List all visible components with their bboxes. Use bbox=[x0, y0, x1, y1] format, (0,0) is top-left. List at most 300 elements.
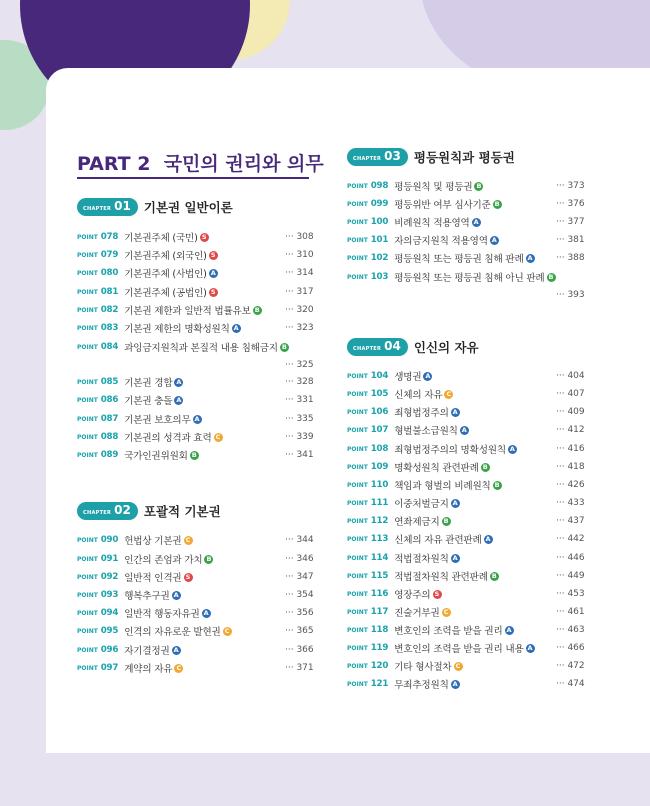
entry-page: ··· 328 bbox=[285, 377, 314, 387]
part-title bbox=[77, 149, 324, 176]
toc-entry[interactable] bbox=[77, 284, 218, 300]
point-number bbox=[347, 199, 388, 209]
point-word: POINT bbox=[347, 183, 368, 190]
point-word: POINT bbox=[77, 610, 98, 617]
point-word: POINT bbox=[77, 592, 98, 599]
chapter-title: 기본권 일반이론 bbox=[143, 200, 233, 215]
entry-page: ··· 461 bbox=[556, 607, 585, 617]
point-word: POINT bbox=[77, 434, 98, 441]
entry-page: ··· 344 bbox=[285, 535, 314, 545]
entry-title: 신체의 자유 관련판례 bbox=[394, 535, 482, 546]
point-number-value: 096 bbox=[100, 645, 119, 655]
point-number-value: 102 bbox=[370, 253, 389, 263]
grade-b-badge: B bbox=[493, 200, 502, 209]
grade-a-badge: A bbox=[203, 608, 209, 617]
toc-entry[interactable] bbox=[77, 587, 181, 603]
point-word: POINT bbox=[347, 237, 368, 244]
contents-heading: CONTENTS bbox=[78, 79, 191, 100]
grade-b-badge: B bbox=[493, 481, 502, 490]
point-word: POINT bbox=[77, 325, 98, 332]
point-word: POINT bbox=[77, 574, 98, 581]
point-number bbox=[77, 377, 118, 387]
entry-page: ··· 437 bbox=[556, 516, 585, 526]
point-number bbox=[347, 625, 388, 635]
point-number bbox=[77, 626, 118, 636]
grade-c-badge: C bbox=[214, 433, 223, 442]
point-number-value: 090 bbox=[100, 535, 119, 545]
point-number-value: 078 bbox=[100, 232, 119, 242]
grade-b-badge: B bbox=[190, 451, 199, 460]
entry-title: 형벌불소급원칙 bbox=[394, 426, 458, 437]
entry-title: 이중처벌금지 bbox=[394, 499, 449, 510]
toc-entry[interactable] bbox=[347, 459, 490, 475]
entry-title: 과잉금지원칙과 본질적 내용 침해금지 bbox=[124, 343, 278, 354]
point-word: POINT bbox=[347, 373, 368, 380]
grade-b-badge: B bbox=[442, 517, 451, 526]
point-number-value: 106 bbox=[370, 407, 389, 417]
point-word: POINT bbox=[347, 627, 368, 634]
point-number bbox=[77, 323, 118, 333]
entry-title: 인격의 자유로운 발현권 bbox=[124, 627, 221, 638]
point-number bbox=[347, 643, 388, 653]
point-number bbox=[347, 425, 388, 435]
grade-a-badge: A bbox=[176, 395, 182, 404]
toc-entry[interactable] bbox=[77, 623, 232, 639]
point-word: POINT bbox=[347, 591, 368, 598]
point-number-value: 085 bbox=[100, 377, 119, 387]
grade-a-badge: A bbox=[527, 643, 533, 652]
entry-title: 기본권주체 (외국인) bbox=[124, 251, 207, 262]
entry-title: 평등원칙 또는 평등권 침해 판례 bbox=[394, 254, 524, 265]
point-number bbox=[347, 389, 388, 399]
toc-entry[interactable] bbox=[347, 550, 460, 566]
point-number bbox=[347, 462, 388, 472]
point-number bbox=[347, 516, 388, 526]
entry-title: 변호인의 조력을 받을 권리 내용 bbox=[394, 644, 524, 655]
point-number-value: 104 bbox=[370, 371, 389, 381]
entry-page: ··· 463 bbox=[556, 625, 585, 635]
toc-entry[interactable] bbox=[347, 676, 460, 692]
entry-page: ··· 346 bbox=[285, 554, 314, 564]
toc-entry[interactable] bbox=[77, 374, 183, 390]
entry-page: ··· 373 bbox=[556, 181, 585, 191]
grade-c-badge: C bbox=[184, 536, 193, 545]
point-number bbox=[347, 217, 388, 227]
entry-title: 변호인의 조력을 받을 권리 bbox=[394, 626, 503, 637]
entry-page: ··· 407 bbox=[556, 389, 585, 399]
entry-title: 행복추구권 bbox=[124, 591, 170, 602]
point-word: POINT bbox=[77, 452, 98, 459]
entry-page: ··· 433 bbox=[556, 498, 585, 508]
point-number-value: 098 bbox=[370, 181, 389, 191]
grade-b-badge: B bbox=[547, 273, 556, 282]
toc-entry[interactable] bbox=[347, 368, 432, 384]
entry-title: 계약의 자유 bbox=[124, 664, 173, 675]
point-number bbox=[347, 534, 388, 544]
toc-entry[interactable] bbox=[347, 531, 493, 547]
toc-entry[interactable] bbox=[77, 265, 218, 281]
point-number bbox=[347, 407, 388, 417]
entry-title: 진술거부권 bbox=[394, 608, 440, 619]
grade-s-badge: S bbox=[209, 251, 218, 260]
toc-entry[interactable] bbox=[77, 642, 181, 658]
point-word: POINT bbox=[77, 289, 98, 296]
point-number-value: 087 bbox=[100, 414, 119, 424]
entry-page: ··· 388 bbox=[556, 253, 585, 263]
grade-b-badge: B bbox=[490, 572, 499, 581]
entry-title: 기본권주체 (공법인) bbox=[124, 288, 207, 299]
point-number bbox=[347, 480, 388, 490]
point-number bbox=[77, 432, 118, 442]
point-number-value: 099 bbox=[370, 199, 389, 209]
entry-page: ··· 393 bbox=[556, 290, 585, 300]
point-number bbox=[77, 268, 118, 278]
entry-title: 평등원칙 또는 평등권 침해 아닌 판례 bbox=[394, 273, 545, 284]
toc-entry[interactable] bbox=[77, 660, 183, 676]
point-number-value: 088 bbox=[100, 432, 119, 442]
chapter-04-heading bbox=[347, 338, 479, 356]
point-number-value: 082 bbox=[100, 305, 119, 315]
point-number bbox=[77, 645, 118, 655]
point-number bbox=[347, 253, 388, 263]
toc-entry[interactable] bbox=[77, 447, 199, 463]
toc-entry[interactable] bbox=[347, 269, 556, 285]
entry-title: 비례원칙 적용영역 bbox=[394, 218, 470, 229]
grade-s-badge: S bbox=[184, 573, 193, 582]
grade-a-badge: A bbox=[485, 534, 491, 543]
entry-title: 기본권의 성격과 효력 bbox=[124, 433, 212, 444]
point-word: POINT bbox=[347, 464, 368, 471]
toc-entry[interactable] bbox=[347, 214, 481, 230]
grade-a-badge: A bbox=[425, 371, 431, 380]
bottom-band bbox=[0, 753, 650, 806]
point-number-value: 116 bbox=[370, 589, 389, 599]
point-number bbox=[347, 444, 388, 454]
point-number bbox=[347, 553, 388, 563]
toc-entry[interactable] bbox=[347, 495, 460, 511]
point-word: POINT bbox=[77, 397, 98, 404]
point-number bbox=[347, 589, 388, 599]
point-word: POINT bbox=[347, 255, 368, 262]
point-word: POINT bbox=[77, 270, 98, 277]
entry-title: 기본권 제한과 일반적 법률유보 bbox=[124, 306, 251, 317]
entry-page: ··· 453 bbox=[556, 589, 585, 599]
entry-page: ··· 308 bbox=[285, 232, 314, 242]
point-word: POINT bbox=[77, 307, 98, 314]
point-word: POINT bbox=[347, 663, 368, 670]
chapter-badge bbox=[77, 502, 138, 520]
point-number bbox=[77, 250, 118, 260]
entry-page: ··· 442 bbox=[556, 534, 585, 544]
grade-c-badge: C bbox=[454, 662, 463, 671]
chapter-title: 포괄적 기본권 bbox=[143, 504, 221, 519]
grade-a-badge: A bbox=[452, 407, 458, 416]
grade-b-badge: B bbox=[204, 555, 213, 564]
toc-entry[interactable] bbox=[347, 640, 535, 656]
point-number bbox=[347, 607, 388, 617]
grade-a-badge: A bbox=[452, 679, 458, 688]
entry-title: 자의금지원칙 적용영역 bbox=[394, 236, 488, 247]
grade-b-badge: B bbox=[481, 463, 490, 472]
grade-c-badge: C bbox=[174, 664, 183, 673]
entry-title: 기본권 보호의무 bbox=[124, 415, 191, 426]
entry-page: ··· 376 bbox=[556, 199, 585, 209]
point-number-value: 081 bbox=[100, 287, 119, 297]
entry-page: ··· 412 bbox=[556, 425, 585, 435]
point-number-value: 120 bbox=[370, 661, 389, 671]
entry-page: ··· 418 bbox=[556, 462, 585, 472]
point-word: POINT bbox=[77, 665, 98, 672]
entry-title: 일반적 인격권 bbox=[124, 573, 182, 584]
point-number-value: 112 bbox=[370, 516, 389, 526]
toc-entry[interactable] bbox=[347, 422, 469, 438]
point-word: POINT bbox=[347, 427, 368, 434]
point-number bbox=[77, 535, 118, 545]
chapter-title: 인신의 자유 bbox=[413, 340, 479, 355]
point-number bbox=[77, 287, 118, 297]
point-number-value: 105 bbox=[370, 389, 389, 399]
entry-title: 기본권 제한의 명확성원칙 bbox=[124, 324, 230, 335]
entry-title: 신체의 자유 bbox=[394, 390, 443, 401]
point-word: POINT bbox=[347, 536, 368, 543]
entry-page: ··· 446 bbox=[556, 553, 585, 563]
toc-entry[interactable] bbox=[347, 178, 483, 194]
point-number bbox=[347, 498, 388, 508]
point-word: POINT bbox=[347, 391, 368, 398]
entry-page: ··· 365 bbox=[285, 626, 314, 636]
point-word: POINT bbox=[347, 482, 368, 489]
point-word: POINT bbox=[77, 344, 98, 351]
entry-page: ··· 381 bbox=[556, 235, 585, 245]
toc-entry[interactable] bbox=[77, 339, 289, 355]
point-number bbox=[77, 232, 118, 242]
entry-title: 적법절차원칙 관련판례 bbox=[394, 572, 488, 583]
grade-c-badge: C bbox=[444, 390, 453, 399]
toc-entry[interactable] bbox=[347, 250, 535, 266]
entry-page: ··· 314 bbox=[285, 268, 314, 278]
toc-entry[interactable] bbox=[347, 232, 499, 248]
toc-entry[interactable] bbox=[77, 569, 193, 585]
entry-page: ··· 474 bbox=[556, 679, 585, 689]
chapter-02-heading bbox=[77, 502, 221, 520]
entry-page: ··· 472 bbox=[556, 661, 585, 671]
grade-s-badge: S bbox=[209, 288, 218, 297]
entry-page: ··· 416 bbox=[556, 444, 585, 454]
entry-title: 헌법상 기본권 bbox=[124, 536, 182, 547]
point-word: POINT bbox=[347, 609, 368, 616]
chapter-badge bbox=[77, 198, 138, 216]
point-number bbox=[347, 661, 388, 671]
chapter-badge-label: CHAPTER bbox=[83, 206, 112, 212]
point-number-value: 095 bbox=[100, 626, 119, 636]
entry-title: 생명권 bbox=[394, 372, 422, 383]
entry-page: ··· 317 bbox=[285, 287, 314, 297]
chapter-badge-label: CHAPTER bbox=[353, 346, 382, 352]
entry-title: 기본권 충돌 bbox=[124, 396, 173, 407]
point-number-value: 110 bbox=[370, 480, 389, 490]
grade-s-badge: S bbox=[433, 590, 442, 599]
chapter-03-heading bbox=[347, 148, 515, 166]
point-number-value: 086 bbox=[100, 395, 119, 405]
toc-entry[interactable] bbox=[77, 229, 209, 245]
point-word: POINT bbox=[77, 416, 98, 423]
point-number-value: 109 bbox=[370, 462, 389, 472]
grade-a-badge: A bbox=[173, 645, 179, 654]
entry-title: 인간의 존엄과 가치 bbox=[124, 555, 203, 566]
point-number-value: 101 bbox=[370, 235, 389, 245]
toc-entry[interactable] bbox=[347, 404, 460, 420]
grade-a-badge: A bbox=[233, 323, 239, 332]
toc-entry[interactable] bbox=[347, 586, 442, 602]
toc-entry[interactable] bbox=[77, 302, 262, 318]
entry-page: ··· 409 bbox=[556, 407, 585, 417]
entry-page: ··· 426 bbox=[556, 480, 585, 490]
grade-a-badge: A bbox=[527, 253, 533, 262]
entry-title: 무죄추정원칙 bbox=[394, 680, 449, 691]
entry-page: ··· 356 bbox=[285, 608, 314, 618]
entry-title: 평등위반 여부 심사기준 bbox=[394, 200, 491, 211]
point-word: POINT bbox=[77, 252, 98, 259]
entry-page: ··· 347 bbox=[285, 572, 314, 582]
entry-page: ··· 371 bbox=[285, 663, 314, 673]
point-number-value: 084 bbox=[100, 342, 119, 352]
toc-entry[interactable] bbox=[77, 411, 202, 427]
entry-title: 명확성원칙 관련판례 bbox=[394, 463, 479, 474]
point-number bbox=[77, 663, 118, 673]
grade-c-badge: C bbox=[442, 608, 451, 617]
toc-entry[interactable] bbox=[347, 196, 502, 212]
entry-title: 죄형법정주의 bbox=[394, 408, 449, 419]
point-number-value: 119 bbox=[370, 643, 389, 653]
toc-entry[interactable] bbox=[77, 320, 241, 336]
chapter-badge-number: 03 bbox=[384, 149, 401, 163]
point-number-value: 111 bbox=[370, 498, 389, 508]
point-number-value: 113 bbox=[370, 534, 389, 544]
point-number-value: 080 bbox=[100, 268, 119, 278]
point-word: POINT bbox=[347, 409, 368, 416]
point-number bbox=[77, 450, 118, 460]
toc-entry[interactable] bbox=[77, 392, 183, 408]
point-number bbox=[77, 342, 118, 352]
point-word: POINT bbox=[77, 234, 98, 241]
chapter-badge-number: 01 bbox=[114, 199, 131, 213]
point-number-value: 115 bbox=[370, 571, 389, 581]
point-word: POINT bbox=[347, 274, 368, 281]
point-number bbox=[347, 571, 388, 581]
toc-entry[interactable] bbox=[347, 658, 463, 674]
grade-b-badge: B bbox=[474, 182, 483, 191]
point-word: POINT bbox=[347, 645, 368, 652]
entry-page: ··· 339 bbox=[285, 432, 314, 442]
chapter-badge-number: 02 bbox=[114, 503, 131, 517]
point-word: POINT bbox=[77, 556, 98, 563]
entry-title: 책임과 형벌의 비례원칙 bbox=[394, 481, 491, 492]
point-word: POINT bbox=[347, 518, 368, 525]
point-word: POINT bbox=[347, 446, 368, 453]
toc-entry[interactable] bbox=[347, 604, 451, 620]
chapter-badge bbox=[347, 148, 408, 166]
point-number-value: 097 bbox=[100, 663, 119, 673]
toc-entry[interactable] bbox=[347, 441, 517, 457]
point-word: POINT bbox=[347, 500, 368, 507]
point-number-value: 114 bbox=[370, 553, 389, 563]
grade-c-badge: C bbox=[223, 627, 232, 636]
toc-entry[interactable] bbox=[347, 513, 451, 529]
point-number bbox=[77, 305, 118, 315]
grade-a-badge: A bbox=[452, 498, 458, 507]
part-divider bbox=[77, 177, 309, 179]
toc-entry[interactable] bbox=[347, 477, 502, 493]
point-number bbox=[77, 590, 118, 600]
grade-b-badge: B bbox=[280, 343, 289, 352]
toc-entry[interactable] bbox=[347, 386, 453, 402]
toc-entry[interactable] bbox=[77, 429, 223, 445]
grade-a-badge: A bbox=[491, 235, 497, 244]
grade-a-badge: A bbox=[509, 444, 515, 453]
entry-title: 일반적 행동자유권 bbox=[124, 609, 200, 620]
chapter-badge bbox=[347, 338, 408, 356]
chapter-title: 평등원칙과 평등권 bbox=[413, 150, 515, 165]
entry-page: ··· 449 bbox=[556, 571, 585, 581]
entry-title: 연좌제금지 bbox=[394, 517, 440, 528]
entry-page: ··· 404 bbox=[556, 371, 585, 381]
grade-a-badge: A bbox=[506, 625, 512, 634]
chapter-badge-label: CHAPTER bbox=[83, 510, 112, 516]
entry-page: ··· 354 bbox=[285, 590, 314, 600]
entry-title: 국가인권위원회 bbox=[124, 451, 188, 462]
entry-page: ··· 325 bbox=[285, 360, 314, 370]
toc-entry[interactable] bbox=[77, 551, 213, 567]
entry-title: 죄형법정주의의 명확성원칙 bbox=[394, 445, 506, 456]
entry-title: 자기결정권 bbox=[124, 646, 170, 657]
point-number-value: 103 bbox=[370, 272, 389, 282]
point-word: POINT bbox=[347, 573, 368, 580]
entry-page: ··· 377 bbox=[556, 217, 585, 227]
entry-title: 기본권주체 (사법인) bbox=[124, 269, 207, 280]
entry-page: ··· 323 bbox=[285, 323, 314, 333]
entry-title: 기본권 경합 bbox=[124, 378, 173, 389]
grade-a-badge: A bbox=[452, 553, 458, 562]
chapter-badge-label: CHAPTER bbox=[353, 156, 382, 162]
point-number-value: 107 bbox=[370, 425, 389, 435]
toc-entry[interactable] bbox=[77, 532, 193, 548]
toc-entry[interactable] bbox=[77, 605, 211, 621]
point-word: POINT bbox=[347, 555, 368, 562]
entry-page: ··· 310 bbox=[285, 250, 314, 260]
point-number bbox=[347, 272, 388, 282]
point-word: POINT bbox=[77, 628, 98, 635]
point-word: POINT bbox=[347, 219, 368, 226]
point-number-value: 118 bbox=[370, 625, 389, 635]
entry-page: ··· 341 bbox=[285, 450, 314, 460]
part-number: PART 2 bbox=[77, 153, 151, 175]
toc-entry[interactable] bbox=[347, 568, 499, 584]
point-number bbox=[347, 235, 388, 245]
point-number-value: 121 bbox=[370, 679, 389, 689]
entry-title: 평등원칙 및 평등권 bbox=[394, 182, 473, 193]
toc-entry[interactable] bbox=[77, 247, 218, 263]
grade-b-badge: B bbox=[253, 306, 262, 315]
toc-entry[interactable] bbox=[347, 622, 514, 638]
grade-s-badge: S bbox=[200, 233, 209, 242]
point-number-value: 091 bbox=[100, 554, 119, 564]
entry-title: 기타 형사절차 bbox=[394, 662, 452, 673]
grade-a-badge: A bbox=[176, 377, 182, 386]
point-word: POINT bbox=[77, 537, 98, 544]
point-number-value: 108 bbox=[370, 444, 389, 454]
chapter-badge-number: 04 bbox=[384, 339, 401, 353]
grade-a-badge: A bbox=[194, 414, 200, 423]
